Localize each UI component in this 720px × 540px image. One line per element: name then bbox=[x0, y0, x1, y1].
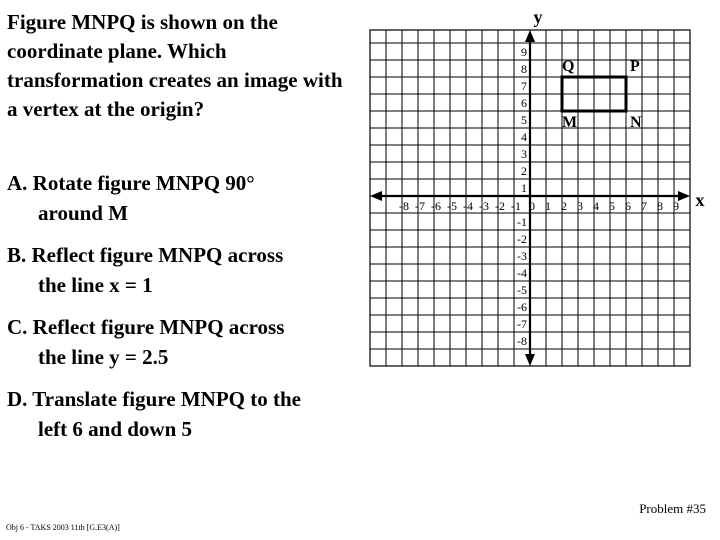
vertex-label-q: Q bbox=[562, 58, 575, 75]
x-tick-label: 0 bbox=[529, 199, 535, 213]
question-text: Figure MNPQ is shown on the coordinate plane. Which transformation creates an image with a vertex at the origin? bbox=[7, 10, 343, 121]
problem-label: Problem #35 bbox=[639, 501, 706, 516]
y-tick-label: -7 bbox=[517, 317, 527, 331]
y-axis-arrow-up bbox=[525, 30, 535, 42]
x-tick-label: -4 bbox=[463, 199, 473, 213]
x-tick-label: 8 bbox=[657, 199, 663, 213]
y-tick-label: 4 bbox=[521, 130, 527, 144]
x-tick-label: 7 bbox=[641, 199, 647, 213]
y-tick-label: 5 bbox=[521, 113, 527, 127]
choice-c-line2: the line y = 2.5 bbox=[38, 345, 169, 369]
y-tick-label: 1 bbox=[521, 181, 527, 195]
x-tick-label: -8 bbox=[399, 199, 409, 213]
y-tick-label: -3 bbox=[517, 249, 527, 263]
choice-b-line1: B. Reflect figure MNPQ across bbox=[7, 243, 284, 267]
footer-source: Obj 6 - TAKS 2003 11th [G.E3(A)] bbox=[6, 523, 120, 532]
choice-a-line1: A. Rotate figure MNPQ 90° bbox=[7, 171, 255, 195]
y-axis-arrow-down bbox=[525, 354, 535, 366]
x-tick-label: 1 bbox=[545, 199, 551, 213]
choice-a-line2: around M bbox=[38, 201, 129, 225]
y-tick-label: -6 bbox=[517, 300, 527, 314]
x-axis-label: x bbox=[695, 190, 705, 210]
y-tick-label: -8 bbox=[517, 334, 527, 348]
vertex-label-n: N bbox=[630, 114, 642, 131]
y-tick-label: 8 bbox=[521, 62, 527, 76]
x-tick-label: -5 bbox=[447, 199, 457, 213]
x-tick-label: -3 bbox=[479, 199, 489, 213]
x-tick-label: -2 bbox=[495, 199, 505, 213]
x-tick-label: 6 bbox=[625, 199, 631, 213]
vertex-label-p: P bbox=[630, 58, 640, 75]
y-tick-label: 2 bbox=[521, 164, 527, 178]
x-axis-arrow-left bbox=[370, 191, 382, 201]
x-axis-arrow-right bbox=[678, 191, 690, 201]
y-tick-label: 3 bbox=[521, 147, 527, 161]
y-tick-label: -1 bbox=[517, 215, 527, 229]
choice-b-line2: the line x = 1 bbox=[38, 273, 153, 297]
x-tick-label: -1 bbox=[511, 199, 521, 213]
y-tick-label: 6 bbox=[521, 96, 527, 110]
x-tick-label: 9 bbox=[673, 199, 679, 213]
choice-d-line1: D. Translate figure MNPQ to the bbox=[7, 387, 301, 411]
choice-d-line2: left 6 and down 5 bbox=[38, 417, 193, 441]
x-tick-label: 2 bbox=[561, 199, 567, 213]
y-tick-label: -5 bbox=[517, 283, 527, 297]
x-tick-label: 3 bbox=[577, 199, 583, 213]
x-tick-label: -6 bbox=[431, 199, 441, 213]
y-axis-label: y bbox=[533, 7, 543, 27]
y-tick-label: 9 bbox=[521, 45, 527, 59]
x-tick-label: 4 bbox=[593, 199, 599, 213]
y-tick-label: -4 bbox=[517, 266, 527, 280]
y-tick-label: -2 bbox=[517, 232, 527, 246]
vertex-label-m: M bbox=[562, 114, 578, 131]
x-tick-label: 5 bbox=[609, 199, 615, 213]
choice-c-line1: C. Reflect figure MNPQ across bbox=[7, 315, 285, 339]
y-tick-label: 7 bbox=[521, 79, 527, 93]
x-tick-label: -7 bbox=[415, 199, 425, 213]
